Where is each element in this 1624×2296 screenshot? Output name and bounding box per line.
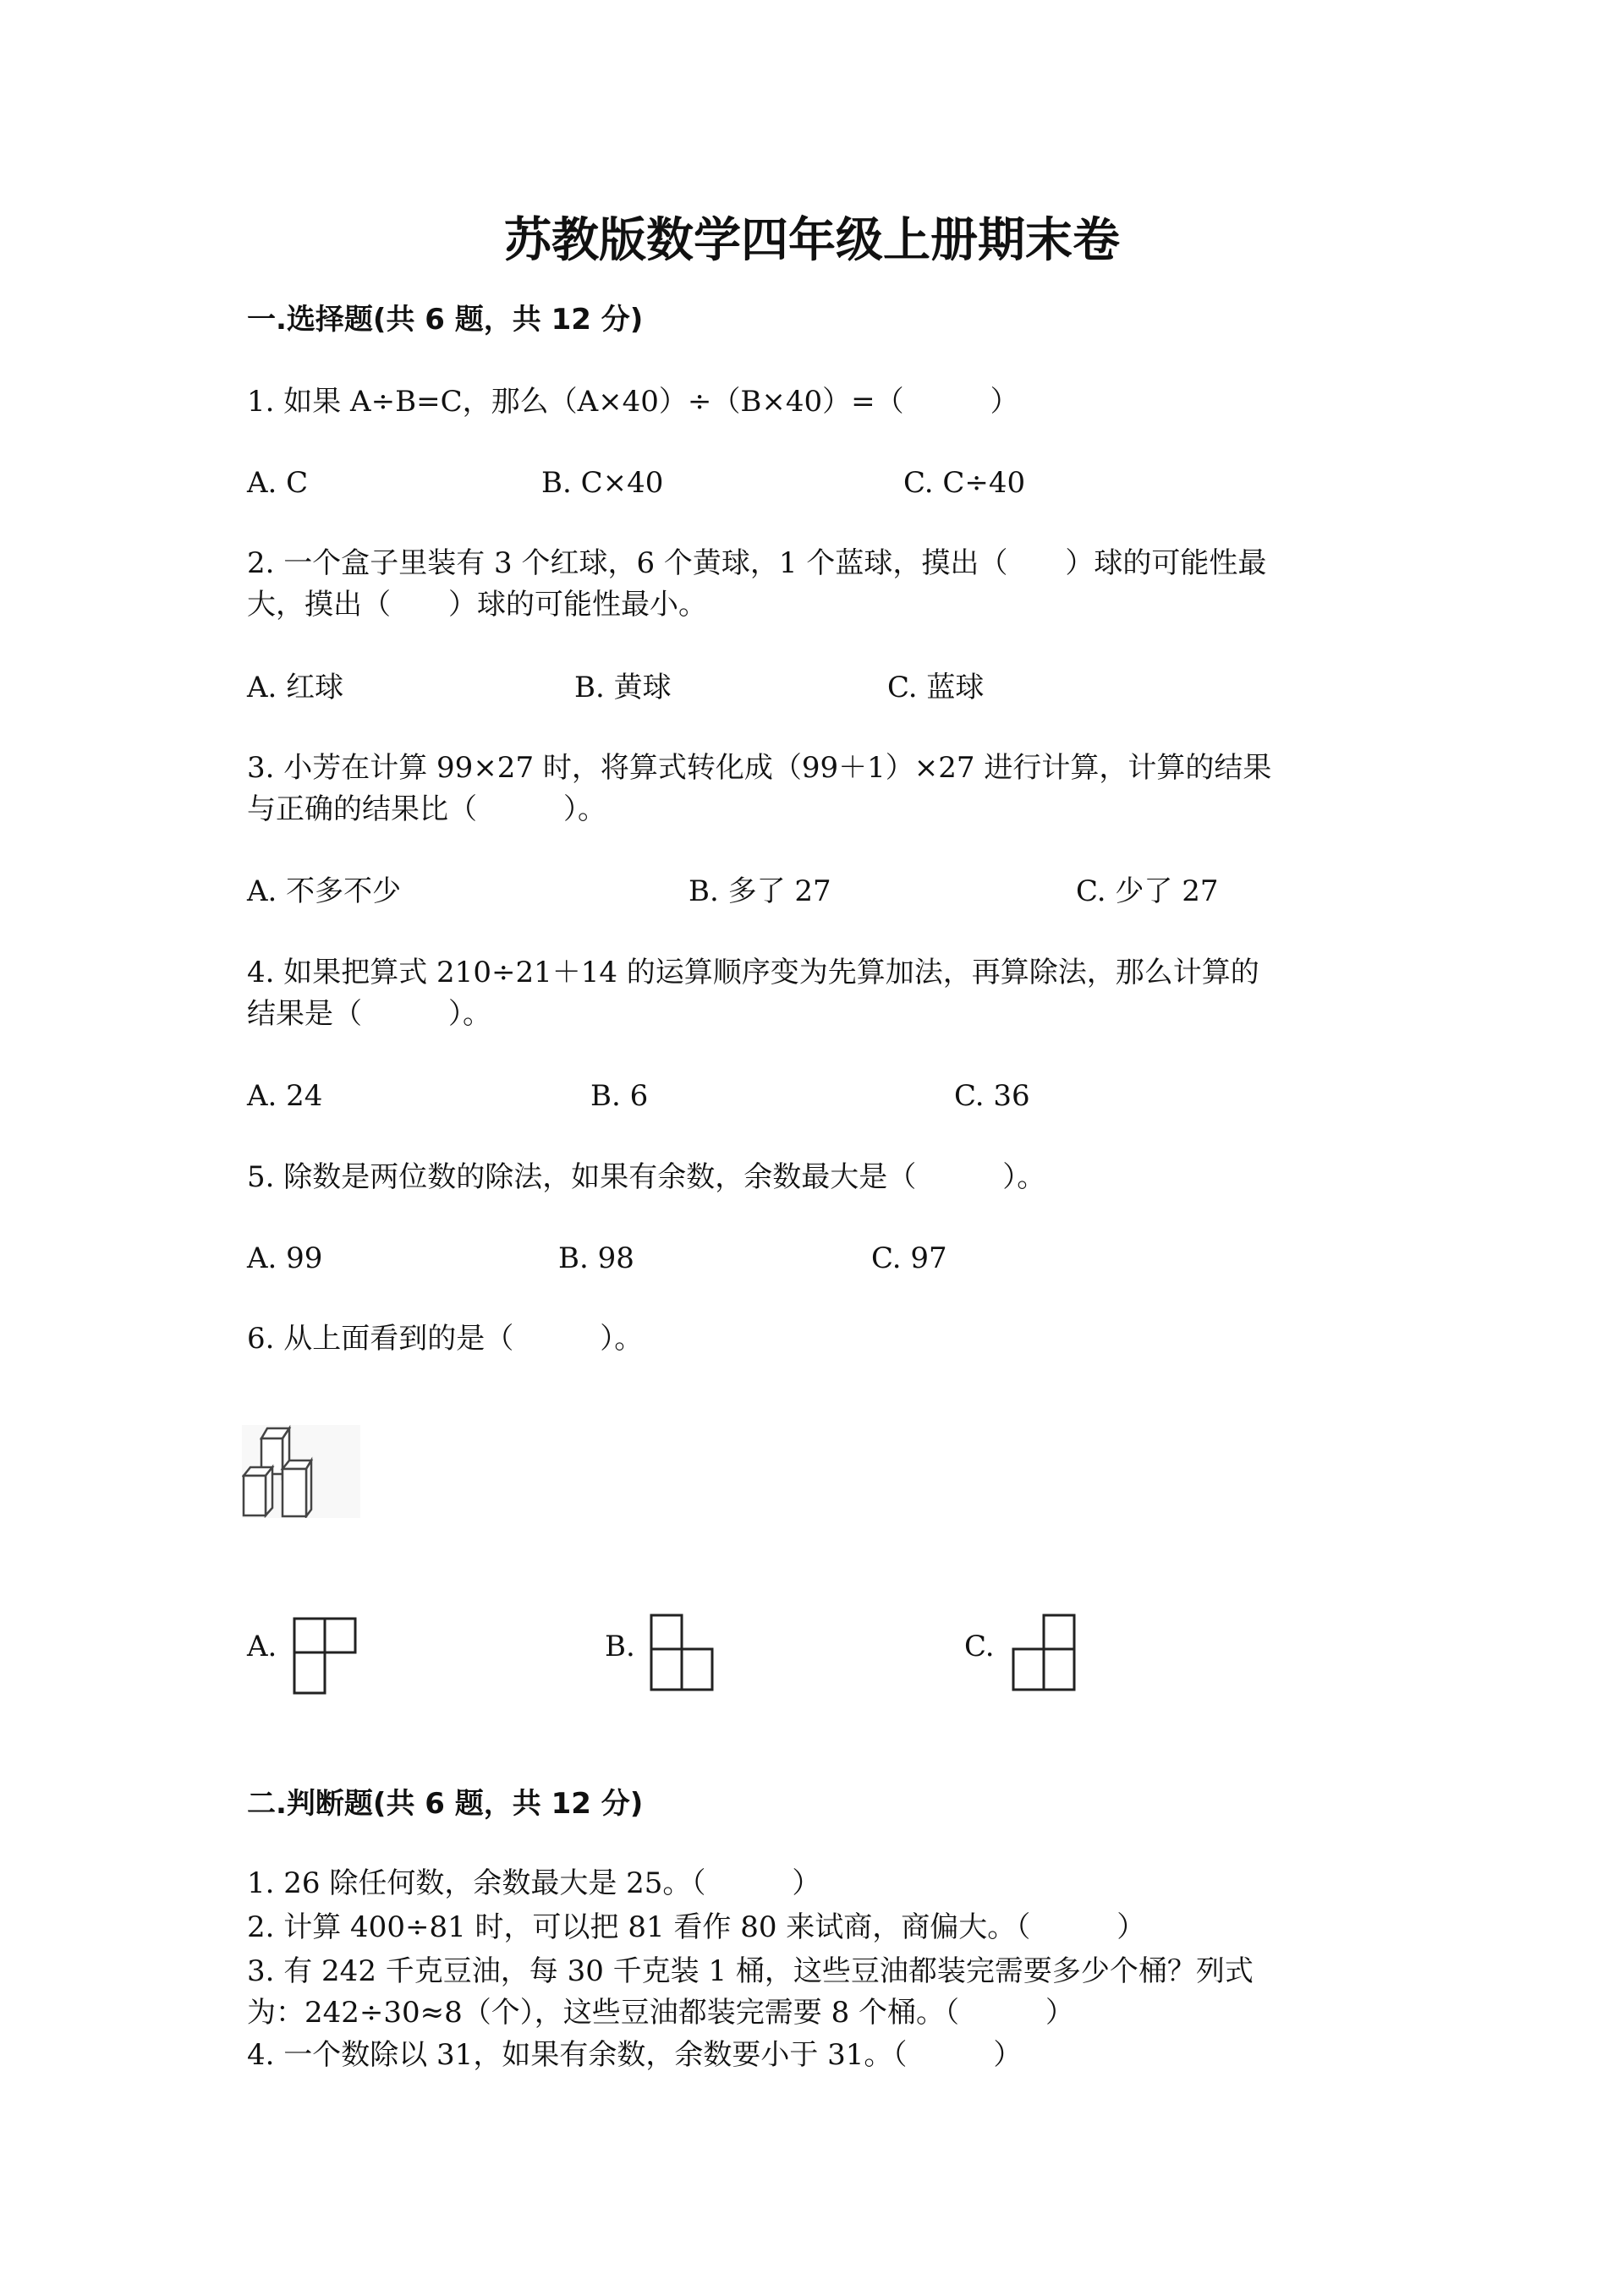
top-view-option-a	[291, 1615, 359, 1696]
judgment-3: 3. 有 242 千克豆油，每 30 千克装 1 桶，这些豆油都装完需要多少个桶？列式	[247, 1954, 1254, 1988]
q6-option-b: B.	[605, 1630, 635, 1663]
question-2: 2. 一个盒子里装有 3 个红球，6 个黄球，1 个蓝球，摸出（ ）球的可能性最	[247, 546, 1267, 580]
question-1: 1. 如果 A÷B=C，那么（A×40）÷（B×40）=（ ）	[247, 385, 1019, 419]
q4-option-b: B. 6	[590, 1079, 649, 1113]
question-5: 5. 除数是两位数的除法，如果有余数，余数最大是（ ）。	[247, 1160, 1046, 1194]
section-heading-choice: 一.选择题(共 6 题，共 12 分)	[247, 303, 644, 337]
q6-option-a: A.	[247, 1630, 277, 1663]
q5-option-c: C. 97	[871, 1241, 947, 1275]
judgment-2: 2. 计算 400÷81 时，可以把 81 看作 80 来试商，商偏大。（ ）	[247, 1910, 1146, 1944]
judgment-3-cont: 为：242÷30≈8（个），这些豆油都装完需要 8 个桶。（ ）	[247, 1996, 1075, 2030]
q1-option-b: B. C×40	[541, 466, 664, 500]
section-heading-judgment: 二.判断题(共 6 题，共 12 分)	[247, 1787, 644, 1821]
question-3-cont: 与正确的结果比（ ）。	[247, 792, 606, 826]
q2-option-b: B. 黄球	[574, 671, 672, 704]
q3-option-c: C. 少了 27	[1076, 874, 1219, 908]
q2-option-c: C. 蓝球	[887, 671, 985, 704]
q3-option-b: B. 多了 27	[689, 874, 831, 908]
question-2-cont: 大，摸出（ ）球的可能性最小。	[247, 588, 707, 622]
judgment-4: 4. 一个数除以 31，如果有余数，余数要小于 31。（ ）	[247, 2038, 1023, 2072]
top-view-option-b	[648, 1612, 716, 1693]
question-6: 6. 从上面看到的是（ ）。	[247, 1322, 644, 1356]
q4-option-a: A. 24	[247, 1079, 323, 1113]
q1-option-c: C. C÷40	[903, 466, 1026, 500]
top-view-option-c	[1010, 1612, 1078, 1693]
q6-option-c: C.	[964, 1630, 995, 1663]
q1-option-a: A. C	[247, 466, 309, 500]
judgment-1: 1. 26 除任何数，余数最大是 25。（ ）	[247, 1866, 821, 1900]
q5-option-a: A. 99	[247, 1241, 323, 1275]
q2-option-a: A. 红球	[247, 671, 344, 704]
page-title: 苏教版数学四年级上册期末卷	[504, 213, 1120, 268]
question-4: 4. 如果把算式 210÷21＋14 的运算顺序变为先算加法，再算除法，那么计算的	[247, 956, 1259, 989]
cube-stack-figure-detail	[242, 1425, 360, 1518]
question-3: 3. 小芳在计算 99×27 时，将算式转化成（99＋1）×27 进行计算，计算的结果	[247, 751, 1272, 785]
q5-option-b: B. 98	[558, 1241, 634, 1275]
q4-option-c: C. 36	[954, 1079, 1030, 1113]
q3-option-a: A. 不多不少	[247, 874, 402, 908]
question-4-cont: 结果是（ ）。	[247, 997, 491, 1031]
